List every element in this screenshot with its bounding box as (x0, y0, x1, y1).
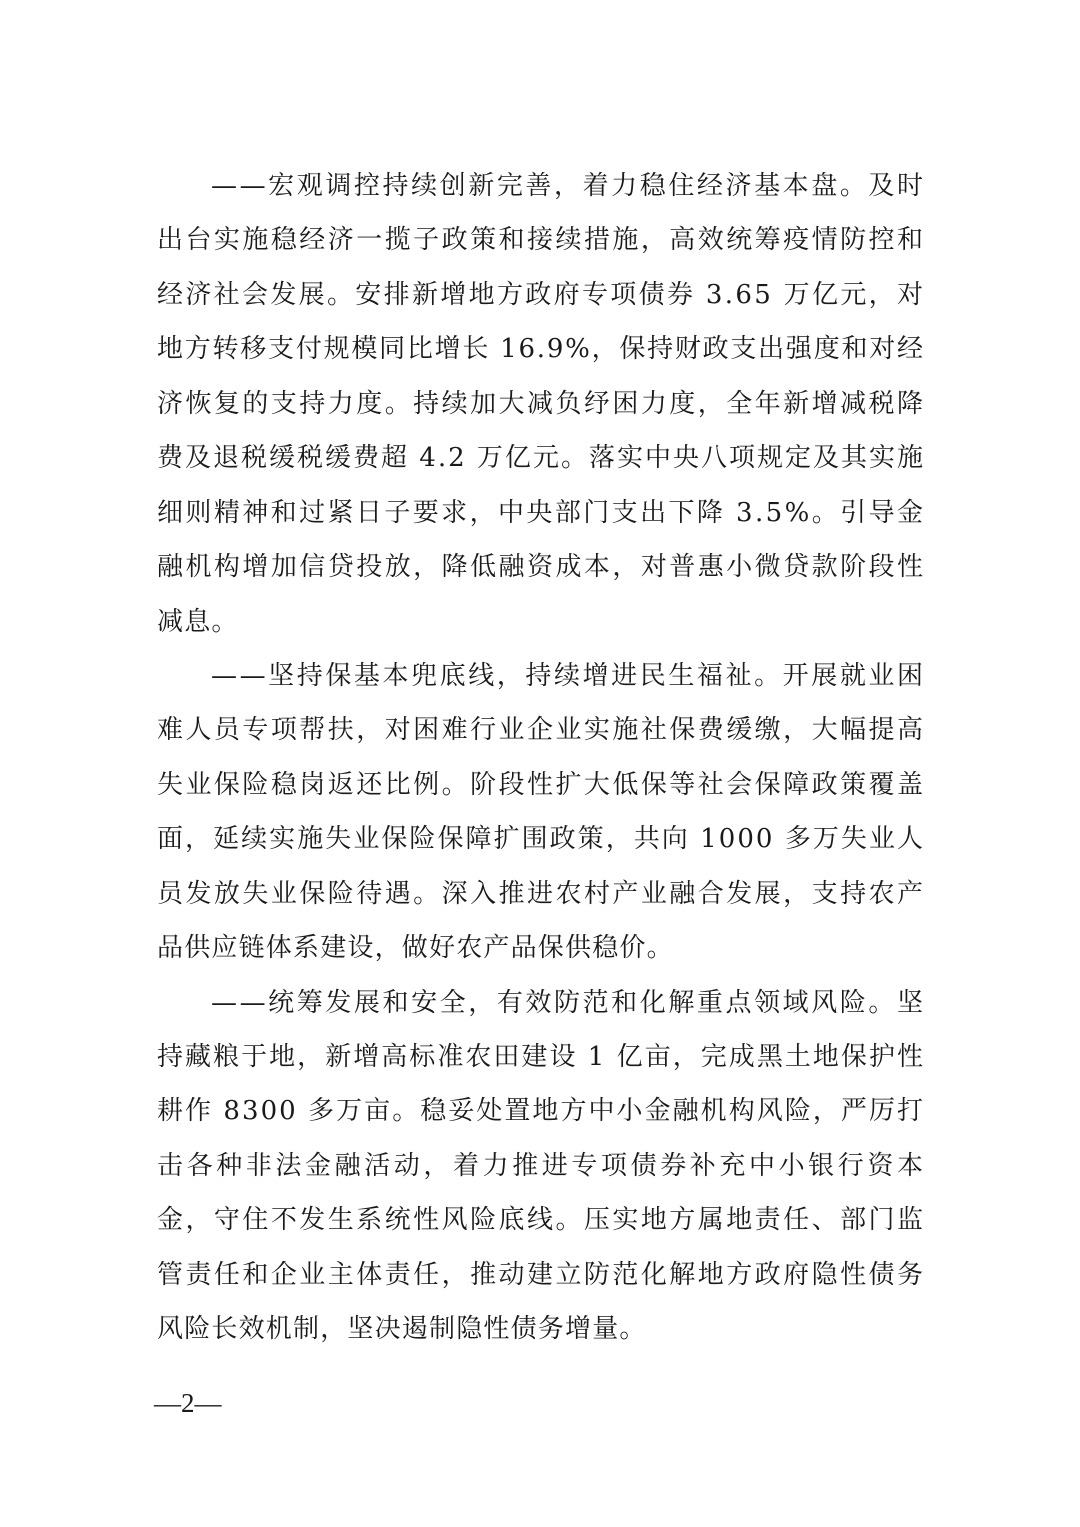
paragraph-line: 经济社会发展。安排新增地方政府专项债券 3.65 万亿元，对 (157, 279, 926, 310)
paragraph-line: 管责任和企业主体责任，推动建立防范化解地方政府隐性债务 (157, 1259, 926, 1290)
paragraph-line: 细则精神和过紧日子要求，中央部门支出下降 3.5%。引导金 (157, 497, 926, 528)
body-text (157, 166, 927, 1364)
paragraph-line: 击各种非法金融活动，着力推进专项债券补充中小银行资本 (157, 1150, 927, 1181)
paragraph-line: 面，延续实施失业保险保障扩围政策，共向 1000 多万失业人 (157, 824, 926, 855)
paragraph-line: 品供应链体系建设，做好农产品保供稳价。 (157, 933, 674, 964)
page-number: —2— (154, 1388, 222, 1418)
paragraph-line: ——宏观调控持续创新完善，着力稳住经济基本盘。及时 (211, 171, 926, 201)
paragraph-line: ——坚持保基本兜底线，持续增进民生福祉。开展就业困 (211, 660, 926, 691)
paragraph-livelihood (157, 656, 926, 983)
paragraph-risk-prevention (157, 983, 927, 1364)
paragraph-line: 难人员专项帮扶，对困难行业企业实施社保费缓缴，大幅提高 (157, 715, 926, 746)
paragraph-line: 减息。 (157, 606, 239, 637)
paragraph-line: 风险长效机制，坚决遏制隐性债务增量。 (157, 1314, 647, 1345)
paragraph-line: 济恢复的支持力度。持续加大减负纾困力度，全年新增减税降 (157, 388, 926, 419)
paragraph-line: 融机构增加信贷投放，降低融资成本，对普惠小微贷款阶段性 (157, 552, 926, 583)
paragraph-macro-control (157, 166, 926, 656)
paragraph-line: 失业保险稳岗返还比例。阶段性扩大低保等社会保障政策覆盖 (157, 769, 926, 800)
paragraph-line: 费及退税缓税缓费超 4.2 万亿元。落实中央八项规定及其实施 (157, 443, 925, 474)
paragraph-line: 耕作 8300 多万亩。稳妥处置地方中小金融机构风险，严厉打 (157, 1096, 926, 1127)
paragraph-line: 地方转移支付规模同比增长 16.9%，保持财政支出强度和对经 (157, 334, 925, 365)
paragraph-line: ——统筹发展和安全，有效防范和化解重点领域风险。坚 (211, 987, 926, 1018)
paragraph-line: 出台实施稳经济一揽子政策和接续措施，高效统筹疫情防控和 (157, 225, 926, 256)
paragraph-line: 员发放失业保险待遇。深入推进农村产业融合发展，支持农产 (157, 878, 926, 909)
paragraph-line: 持藏粮于地，新增高标准农田建设 1 亿亩，完成黑土地保护性 (157, 1042, 926, 1072)
paragraph-line: 金，守住不发生系统性风险底线。压实地方属地责任、部门监 (157, 1205, 926, 1236)
